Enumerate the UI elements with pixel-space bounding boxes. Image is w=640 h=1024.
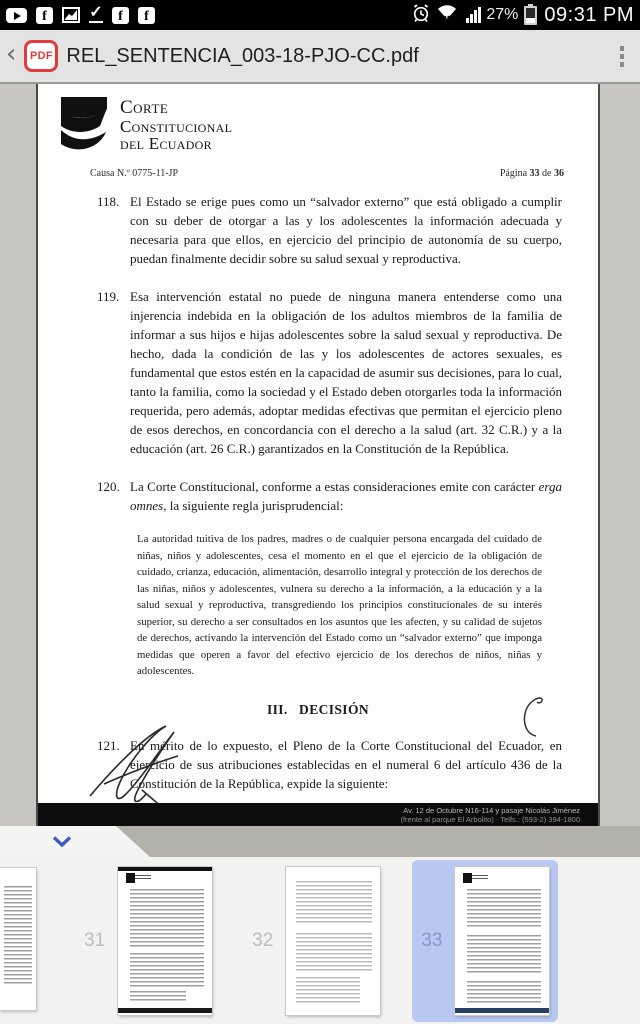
thumbnail-label-32: 32 bbox=[252, 929, 274, 951]
battery-icon bbox=[524, 6, 537, 25]
thumbnail-panel-header bbox=[0, 826, 640, 857]
chevron-down-icon bbox=[52, 836, 72, 847]
thumbnail-page-31[interactable] bbox=[118, 867, 212, 1015]
battery-percent: 27% bbox=[486, 6, 519, 23]
facebook-icon: f bbox=[112, 7, 129, 24]
section-heading-decision: III. DECISIÓN bbox=[266, 701, 370, 717]
page-indicator: Página 33 de 36 bbox=[499, 168, 564, 179]
page-thumbnail-strip[interactable] bbox=[0, 857, 640, 1024]
paragraph-119: 119. Esa intervención estatal no puede de ninguna manera entenderse como una injerencia indebida en la obligación de los adultos miembros de la familia de informar a sus hijos e hijas adolescentes sobre la salud sexual y reproductiva. De hecho, dada la condición de las y los adolescentes de actores sexuales, es fundamental que estos estén en la capacidad de asumir sus decisiones, para lo cual, tanto la familia, como la sociedad y el Estado deben otorgarles toda la información requerida, pero además, adoptar medidas efectivas que permitan el ejercicio pleno de esos derechos, en concordancia con el derecho a la salud (art. 32 C.R.) y a la educación (art. 26 C.R.) garantizados en la Constitución de la República. bbox=[97, 289, 562, 456]
thumbnail-label-33: 33 bbox=[421, 929, 443, 951]
collapse-thumbnails-button[interactable] bbox=[0, 826, 152, 857]
alarm-icon bbox=[411, 3, 431, 28]
pdf-page-33[interactable] bbox=[36, 84, 600, 826]
thumbnail-page-32[interactable] bbox=[286, 867, 380, 1015]
notification-icons bbox=[6, 4, 411, 24]
app-title-bar bbox=[0, 30, 640, 84]
case-number: Causa N.º 0775-11-JP bbox=[90, 168, 179, 179]
thumbnail-page-33[interactable] bbox=[455, 867, 549, 1015]
status-time: 09:31 PM bbox=[544, 3, 634, 26]
jurisprudential-rule-quote: La autoridad tuitiva de los padres, madres o de cualquier persona encargada del cuidado de niñas, niños y adolescentes, cesa el momento en el que el ejercicio de la obligación de cuidado, crianza, educación, alimentación, desarrollo integral y protección de los derechos de las niñas, niños y adolescentes, vulnera su derecho a la información, a la educación y a la salud sexual y reproductiva, transgrediendo los principios constitucionales de su interés superior, su derecho a ser consultados en los asuntos que les afecten, y su calidad de sujetos de derechos, activando la intervención del Estado como un “salvador externo” que imponga medidas que operen a favor del efectivo ejercicio de los derechos de niños, niñas y adolescentes. bbox=[137, 533, 542, 677]
back-button[interactable]: ‹ bbox=[6, 39, 17, 69]
page-footer-address: Av. 12 de Octubre N16-114 y pasaje Nicolás Jiménez (frente al parque El Arbolito) · Telfs.: (593-2) 394-1800 bbox=[38, 803, 598, 826]
thumbnail-page-30-partial[interactable] bbox=[0, 868, 36, 1010]
chart-icon bbox=[62, 7, 80, 23]
wifi-icon bbox=[436, 3, 458, 28]
paragraph-118: 118. El Estado se erige pues como un “salvador externo” que está obligado a cumplir con su deber de otorgar a las y los adolescentes la información adecuada y necesaria para que ellos, en ejercicio del principio de autonomía de su cuerpo, puedan finalmente decidir sobre su salud sexual y reproductiva. bbox=[97, 194, 562, 266]
logo-line-3: del Ecuador bbox=[120, 134, 212, 154]
paragraph-121: 121. En mérito de lo expuesto, el Pleno de la Corte Constitucional del Ecuador, en ejercicio de sus atribuciones establecidas en el numeral 6 del artículo 436 de la Constitución de la República, expide la siguiente: bbox=[97, 737, 562, 791]
document-filename: REL_SENTENCIA_003-18-PJO-CC.pdf bbox=[66, 44, 419, 67]
pdf-viewport[interactable] bbox=[0, 84, 640, 826]
facebook-icon: f bbox=[36, 7, 53, 24]
facebook-icon: f bbox=[138, 7, 155, 24]
check-icon: ✓ bbox=[89, 4, 103, 21]
thumbnail-label-31: 31 bbox=[84, 929, 106, 951]
logo-line-2: Constitucional bbox=[120, 116, 233, 136]
signal-icon bbox=[466, 7, 481, 23]
court-logo-icon bbox=[60, 96, 112, 154]
overflow-menu-button[interactable] bbox=[614, 42, 630, 71]
logo-line-1: Corte bbox=[120, 97, 169, 118]
thumbnail-selected-highlight[interactable] bbox=[412, 860, 558, 1022]
court-logo bbox=[60, 96, 598, 154]
status-bar bbox=[0, 0, 640, 30]
youtube-icon bbox=[6, 8, 27, 23]
pen-annotation-mark bbox=[520, 696, 546, 740]
paragraph-120: 120. La Corte Constitucional, conforme a estas consideraciones emite con carácter erga omnes, la siguiente regla jurisprudencial: bbox=[97, 479, 562, 513]
pdf-file-icon: PDF bbox=[24, 40, 58, 72]
